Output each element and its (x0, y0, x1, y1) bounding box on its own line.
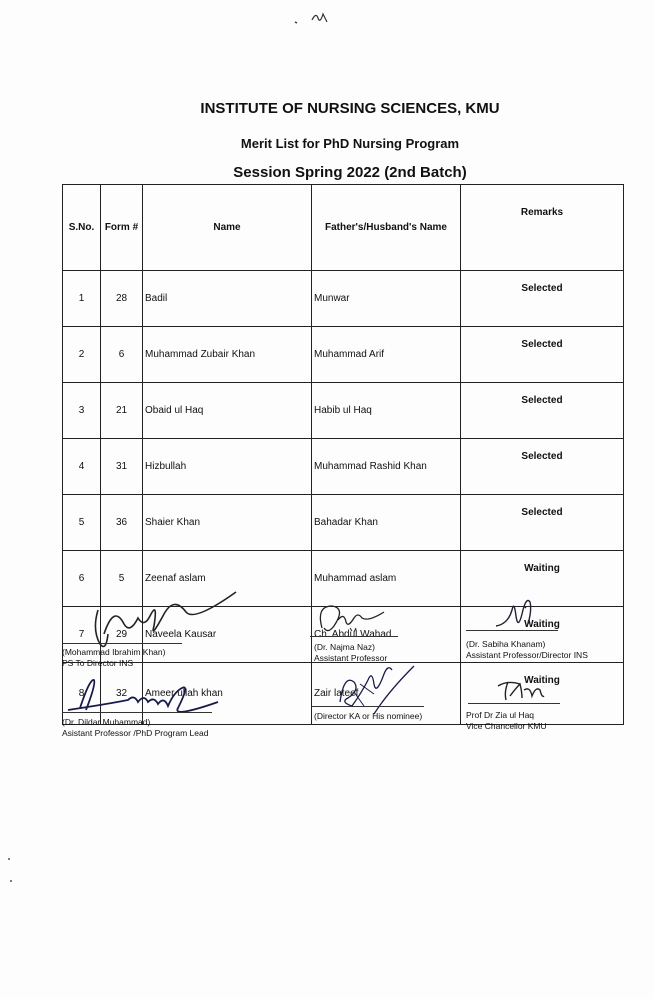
cell-form: 36 (101, 495, 143, 551)
column-header-sno: S.No. (63, 185, 101, 271)
signature-line (310, 636, 398, 637)
cell-sno: 4 (63, 439, 101, 495)
table-row (63, 383, 624, 439)
cell-form: 31 (101, 439, 143, 495)
cell-form: 6 (101, 327, 143, 383)
cell-name: Muhammad Zubair Khan (143, 327, 312, 383)
cell-sno: 5 (63, 495, 101, 551)
cell-remarks: Selected (461, 383, 624, 439)
cell-sno: 7 (63, 607, 101, 663)
table-row (63, 327, 624, 383)
signatory-name: (Dr. Dildar Muhammad) (62, 717, 151, 727)
cell-name: Obaid ul Haq (143, 383, 312, 439)
table-row (63, 271, 624, 327)
signatory-name: Prof Dr Zia ul Haq (466, 710, 535, 720)
signatory-najma-block (314, 642, 387, 664)
cell-sno: 6 (63, 551, 101, 607)
cell-father: Zair lateef (312, 663, 461, 725)
cell-form: 28 (101, 271, 143, 327)
column-header-form: Form # (101, 185, 143, 271)
signature-najma (312, 598, 392, 638)
cell-remarks: Selected (461, 327, 624, 383)
signatory-title: Asistant Professor /PhD Program Lead (62, 728, 209, 738)
table-header-row (63, 185, 624, 271)
cell-remarks: Selected (461, 439, 624, 495)
cell-remarks: Waiting (461, 551, 624, 607)
cell-father: Muhammad aslam (312, 551, 461, 607)
cell-father: Muhammad Rashid Khan (312, 439, 461, 495)
cell-sno: 8 (63, 663, 101, 725)
signature-line (62, 712, 212, 713)
cell-form: 29 (101, 607, 143, 663)
list-title: Merit List for PhD Nursing Program (240, 136, 460, 151)
signature-line (468, 703, 560, 704)
cell-remarks: Waiting (461, 607, 624, 663)
signatory-title: Vice Chancellor KMU (466, 721, 547, 731)
signatory-title: PS To Director INS (62, 658, 134, 668)
institute-title: INSTITUTE OF NURSING SCIENCES, KMU (200, 100, 500, 117)
cell-form: 32 (101, 663, 143, 725)
cell-name: Shaier Khan (143, 495, 312, 551)
scan-speck (8, 858, 10, 860)
cell-form: 21 (101, 383, 143, 439)
cell-name: Badil (143, 271, 312, 327)
handwritten-mark (290, 8, 340, 28)
signatory-name: (Dr. Sabiha Khanam) (466, 639, 546, 649)
signature-line (312, 706, 424, 707)
cell-name: Ameer ullah khan (143, 663, 312, 725)
signatory-zia-block (466, 710, 547, 732)
cell-remarks: Selected (461, 271, 624, 327)
cell-father: Ch. Abdul Wahad (312, 607, 461, 663)
cell-sno: 3 (63, 383, 101, 439)
signature-zia (494, 676, 554, 706)
cell-father: Bahadar Khan (312, 495, 461, 551)
column-header-father: Father's/Husband's Name (312, 185, 461, 271)
signature-line (466, 630, 558, 631)
table-row (63, 439, 624, 495)
cell-remarks: Waiting (461, 663, 624, 725)
cell-father: Habib ul Haq (312, 383, 461, 439)
cell-father: Munwar (312, 271, 461, 327)
cell-father: Muhammad Arif (312, 327, 461, 383)
signatory-sabiha-block (466, 639, 588, 661)
session-title: Session Spring 2022 (2nd Batch) (233, 164, 467, 181)
signatory-name: (Dr. Najma Naz) (314, 642, 375, 652)
cell-form: 5 (101, 551, 143, 607)
cell-sno: 1 (63, 271, 101, 327)
signatory-title: Assistant Professor (314, 653, 388, 663)
signatory-title: Assistant Professor/Director INS (466, 650, 588, 660)
signatory-dildar-block (62, 717, 208, 739)
signatory-director-block (314, 711, 422, 722)
signatory-name: (Mohammad Ibrahim Khan) (62, 647, 166, 657)
signatory-ibrahim-block (62, 647, 165, 669)
cell-remarks: Selected (461, 495, 624, 551)
column-header-remarks: Remarks (461, 185, 624, 271)
cell-sno: 2 (63, 327, 101, 383)
column-header-name: Name (143, 185, 312, 271)
cell-name: Hizbullah (143, 439, 312, 495)
cell-name: Zeenaf aslam (143, 551, 312, 607)
signatory-name: (Director KA or His nominee) (314, 711, 423, 721)
signature-line (62, 643, 182, 644)
scan-speck (10, 880, 12, 882)
table-row (63, 495, 624, 551)
cell-name: Naveela Kausar (143, 607, 312, 663)
